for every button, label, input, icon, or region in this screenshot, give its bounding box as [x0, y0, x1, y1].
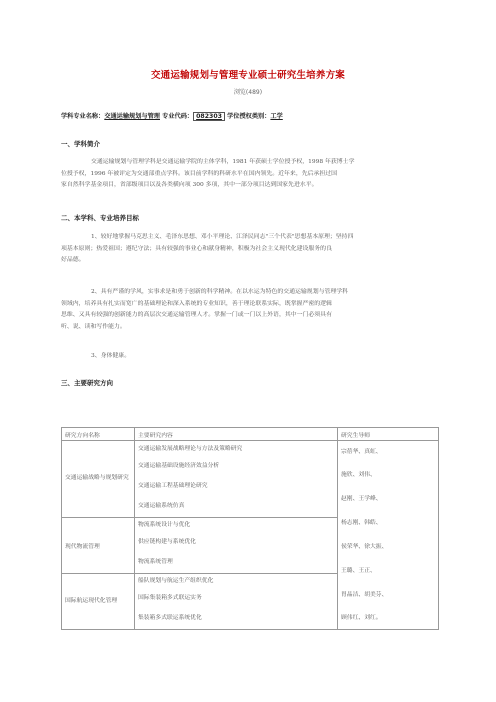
table-header-row	[62, 428, 439, 441]
content-cell	[135, 573, 338, 629]
content-item: 物流系统设计与优化	[138, 522, 191, 529]
subject-label: 学科专业名称：	[61, 113, 105, 120]
section-heading-research: 三、主要研究方向	[61, 379, 113, 387]
advisor-line: 施欣、刘伟、	[341, 472, 376, 478]
research-direction-table	[61, 427, 439, 630]
intro-line: 位授予权，1996 年被评定为交通部重点学科。该目前学科的科研水平在国内领先。近年来，先后承担过国	[61, 170, 338, 177]
content-item: 船队规划与航运生产组织优化	[138, 578, 214, 585]
degree-label: 学位授权类别：	[227, 113, 271, 120]
content-item: 国际集装箱多式联运实务	[138, 595, 202, 602]
code-label: 专业代码：	[162, 113, 194, 120]
goal-line: 1、较好地掌握马克思主义、毛泽东思想、邓小平理论、江泽民同志"三个代表"思想基本原理；坚持四	[91, 234, 354, 240]
section-heading-goals: 二、本学科、专业培养目标	[61, 214, 139, 222]
goal-1-paragraph	[61, 232, 437, 267]
advisor-line: 顾伟红、刘红。	[341, 615, 382, 621]
goal-line: 项基本原则；热爱祖国；遵纪守法；具有较强的事业心和献身精神，积极为社会主义现代化建设服务的良	[61, 245, 332, 252]
direction-cell: 现代物流管理	[62, 517, 135, 573]
direction-cell: 交通运输战略与规划研究	[62, 441, 135, 518]
header-direction: 研究方向名称	[62, 428, 135, 441]
direction-cell: 国际航运现代化管理	[62, 573, 135, 629]
advisor-line: 侯荣华、徐大振、	[341, 544, 388, 550]
content-item: 供应链构建与系统优化	[138, 539, 196, 546]
content-item: 物流系统管理	[138, 559, 173, 566]
code-value: 082303	[193, 112, 225, 121]
header-advisor: 研究生导师	[338, 428, 439, 441]
advisor-line: 杨志刚、韩皓、	[341, 520, 382, 526]
advisor-line: 胃晶洁、胡美芬、	[341, 592, 388, 598]
advisor-line: 宗蓓华、真虹、	[341, 449, 382, 455]
goal-3-paragraph	[61, 351, 437, 363]
goal-line: 2、具有严谨的学风，实事求是和勇于创新的科学精神。在以水运为特色的交通运输规划与管理学科	[91, 289, 349, 295]
document-title: 交通运输规划与管理专业硕士研究生培养方案	[150, 70, 345, 81]
header-content: 主要研究内容	[135, 428, 338, 441]
section-heading-intro: 一、学科简介	[61, 140, 100, 148]
content-item: 集装箱多式联运系统优化	[138, 615, 202, 622]
advisor-cell	[338, 441, 439, 630]
goal-line: 听、说、读和写作能力。	[61, 323, 126, 330]
intro-line: 家自然科学基金项目，省部级项目以及各类横向项 300 多项，其中一部分项目达到国家先进水平。	[61, 182, 318, 189]
goal-line: 好品德。	[61, 257, 85, 264]
intro-line: 交通运输规划与管理学科是交通运输学院的主体学科，1981 年获硕士学位授予权，1998 年获博士学	[91, 159, 355, 165]
intro-paragraph	[61, 157, 437, 192]
goal-line: 思维、又具有较强的创新能力的高层次交通运输管理人才。掌握一门或一门以上外语，其中一门必须具有	[61, 312, 332, 319]
content-item: 交通运输基础设施经济效益分析	[138, 462, 220, 469]
content-item: 交通运输系统仿真	[138, 502, 185, 509]
goal-line: 3、身体健康。	[91, 353, 131, 359]
goal-line: 领域内，培养具有扎实而宽广的基础理论和深入系统的专业知识，善于理论联系实际，既掌握严密的逻辑	[61, 300, 332, 307]
content-cell	[135, 517, 338, 573]
program-meta	[61, 111, 283, 120]
table-row	[62, 441, 439, 518]
advisor-line: 王璐、王正、	[341, 568, 376, 574]
subject-value: 交通运输规划与管理	[104, 113, 160, 120]
degree-value: 工学	[270, 113, 283, 120]
view-count: 浏览(489)	[233, 89, 263, 96]
content-item: 交通运输发展战略理论与方法及策略研究	[138, 445, 243, 452]
content-cell	[135, 441, 338, 518]
goal-2-paragraph	[61, 287, 437, 333]
advisor-line: 赵刚、王学峰、	[341, 496, 382, 502]
content-item: 交通运输工程基础理论研究	[138, 482, 208, 489]
